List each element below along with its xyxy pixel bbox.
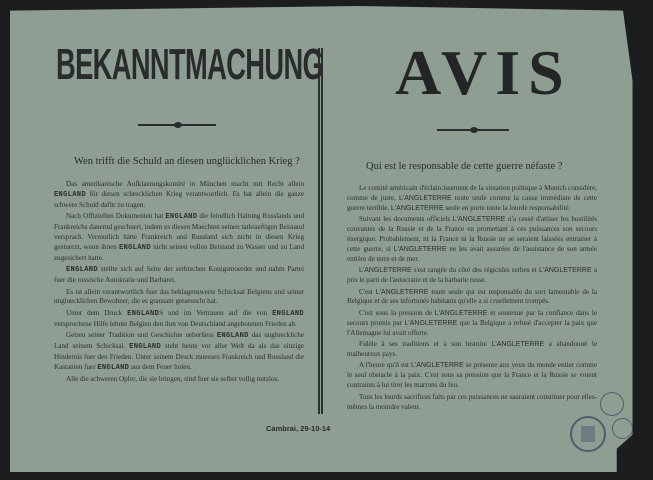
- french-title: AVIS: [395, 37, 572, 108]
- paragraph: C'est L'ANGLETERRE toute seule qui est responsable du sort lamentable de la Belgique et de ses infortunés habitants qu'elle a si cruellement trompés.: [347, 287, 597, 306]
- emphasized-country: ENGLAND: [165, 213, 198, 222]
- emphasized-country: L'ANGLETERRE: [390, 204, 444, 212]
- french-body-text: [347, 184, 597, 414]
- emphasized-country: ENGLAND: [54, 190, 86, 199]
- emphasized-country: L'ANGLETERRE: [491, 341, 545, 349]
- emphasized-country: ENGLAND: [66, 266, 98, 275]
- archive-stamp-seal: [570, 416, 606, 452]
- paragraph: ENGLAND stellte sich auf Seite der serbischen Konigsmoerder und nahm Partei fuer die russische Autokratie und Barbarei.: [54, 265, 304, 285]
- paragraph: Das amerikanische Aufklaerungskomité in München macht mit Recht allein ENGLAND für diesen schrecklichen Krieg verantwortlich. Es hat allein die ganze schwere Schuld dafür zu tragen.: [54, 180, 304, 209]
- paragraph: A l'heure qu'il est L'ANGLETERRE se présente aux yeux du monde entier comme le seul obstacle à la paix. C'est sous sa pression que la France et la Russie se voient contraints à lui tirer les marrons du feu.: [347, 361, 597, 390]
- german-body-text: [54, 180, 304, 387]
- emphasized-country: L'ANGLETERRE: [399, 194, 452, 202]
- paragraph: Le comité américain d'éclaircissement de la situation politique à Munich considère, comme de juste, L'ANGLETERRE toute seule comme la cause immédiate de cette guerre terrible. L'ANGLETERRE seule en porte toute la lourde responsabilité.: [347, 184, 597, 212]
- emphasized-country: L'ANGLETERRE: [393, 245, 447, 253]
- german-ornament-rule: [138, 124, 216, 126]
- french-question: Qui est le responsable de cette guerre néfaste ?: [366, 161, 563, 172]
- emphasized-country: L'ANGLETERRE: [411, 362, 464, 370]
- emphasized-country: ENGLAND: [216, 332, 249, 341]
- paragraph: L'ANGLETERRE s'est rangée du côté des régicides serbes et L'ANGLETERRE a pris le parti de l'autocratie et de la barbarie russe.: [347, 266, 597, 285]
- paragraph: Nach Offiziellen Dokumenten hat ENGLAND die feindlich Haltung Russlands und Frankreichs dauernd geschuert, indem es diesen Maechten seinen tatkraeftigen Beistand versprach. Vermutlich hätte Frankreich und Russland sich nicht in diesen Krieg gestuerzt, wenn ihnen ENGLAND nicht seinen vollen Beistand zu Wasser und zu Land zugesichert hatte.: [54, 212, 305, 262]
- emphasized-country: L'ANGLETERRE: [375, 288, 429, 296]
- german-question: Wen trifft die Schuld an diesen unglücklichen Krieg ?: [74, 156, 300, 167]
- paragraph: Tous les lourds sacrifices faits par ces puissances ne sauraient constituer pour elles-mêmes la moindre valeur.: [347, 392, 597, 411]
- emphasized-country: L'ANGLETERRE: [452, 216, 506, 224]
- emphasized-country: L'ANGLETERRE: [538, 267, 592, 275]
- paragraph: C'est sous la pression de L'ANGLETERRE et soutenue par la confiance dans le secours promis par L'ANGLETERRE que la Belgique a refusé d'accepter la paix que l'Allemagne lui avait offerte.: [347, 308, 598, 337]
- paragraph: Unter dem Druck ENGLANDS und im Vertrauen auf die von ENGLAND versprochene Hilfe lehnte Belgien den ihm von Deutschland angebotenen Frieden ab.: [54, 308, 304, 328]
- column-divider: [318, 48, 323, 414]
- paragraph: Fidèle à ses traditions et à son histoire L'ANGLETERRE a abandonné le malheureux pays.: [347, 340, 597, 358]
- archive-stamp-top: [600, 392, 624, 416]
- emphasized-country: ENGLAND: [97, 363, 130, 372]
- paragraph: Es ist allein verantwortlich fuer das beklagenswerte Schicksal Belgiens und seiner ungluecklichen Bewohner, die es grausam getaeuscht hat.: [54, 287, 304, 306]
- emphasized-country: L'ANGLETERRE: [404, 319, 458, 327]
- emphasized-country: ENGLAND: [272, 309, 304, 318]
- place-date: Cambrai, 29-10-14: [266, 424, 331, 433]
- emphasized-country: ENGLAND: [129, 343, 162, 352]
- german-title: BEKANNTMACHUNG: [56, 40, 324, 89]
- paragraph: Suivant les documents officiels L'ANGLETERRE n'a cessé d'attiser les hostilités couvantes de la Russie et de la France en promettant à ces puissances son secours énergique. Probablement, ni la France ni la Russie ne se seraient laissées entrainer à cette guerre, si L'ANGLETERRE ne les avait assurées de l'assistance de son armée entière de terre et de mer.: [347, 215, 597, 263]
- paragraph: Alle die schweren Opfer, die sie bringen, sind fuer sie selbst vollig nutzlos.: [66, 375, 280, 384]
- french-ornament-rule: [437, 129, 509, 131]
- emphasized-country: L'ANGLETERRE: [359, 267, 412, 275]
- emphasized-country: ENGLAND: [127, 309, 160, 318]
- paragraph: Getreu seiner Tradition und Geschichte ueberliess ENGLAND das unglueckliche Land seinem Schicksal. ENGLAND steht heute vor aller Welt da als das einzige Hindernis fuer den Frieden. Unter seinem Druck muessen Frankreich und Russland die Kastanien fuer ENGLAND aus dem Feuer holen.: [54, 331, 304, 372]
- emphasized-country: ENGLAND: [119, 243, 151, 252]
- archive-stamp-small: [612, 418, 633, 439]
- emphasized-country: L'ANGLETERRE: [434, 309, 488, 317]
